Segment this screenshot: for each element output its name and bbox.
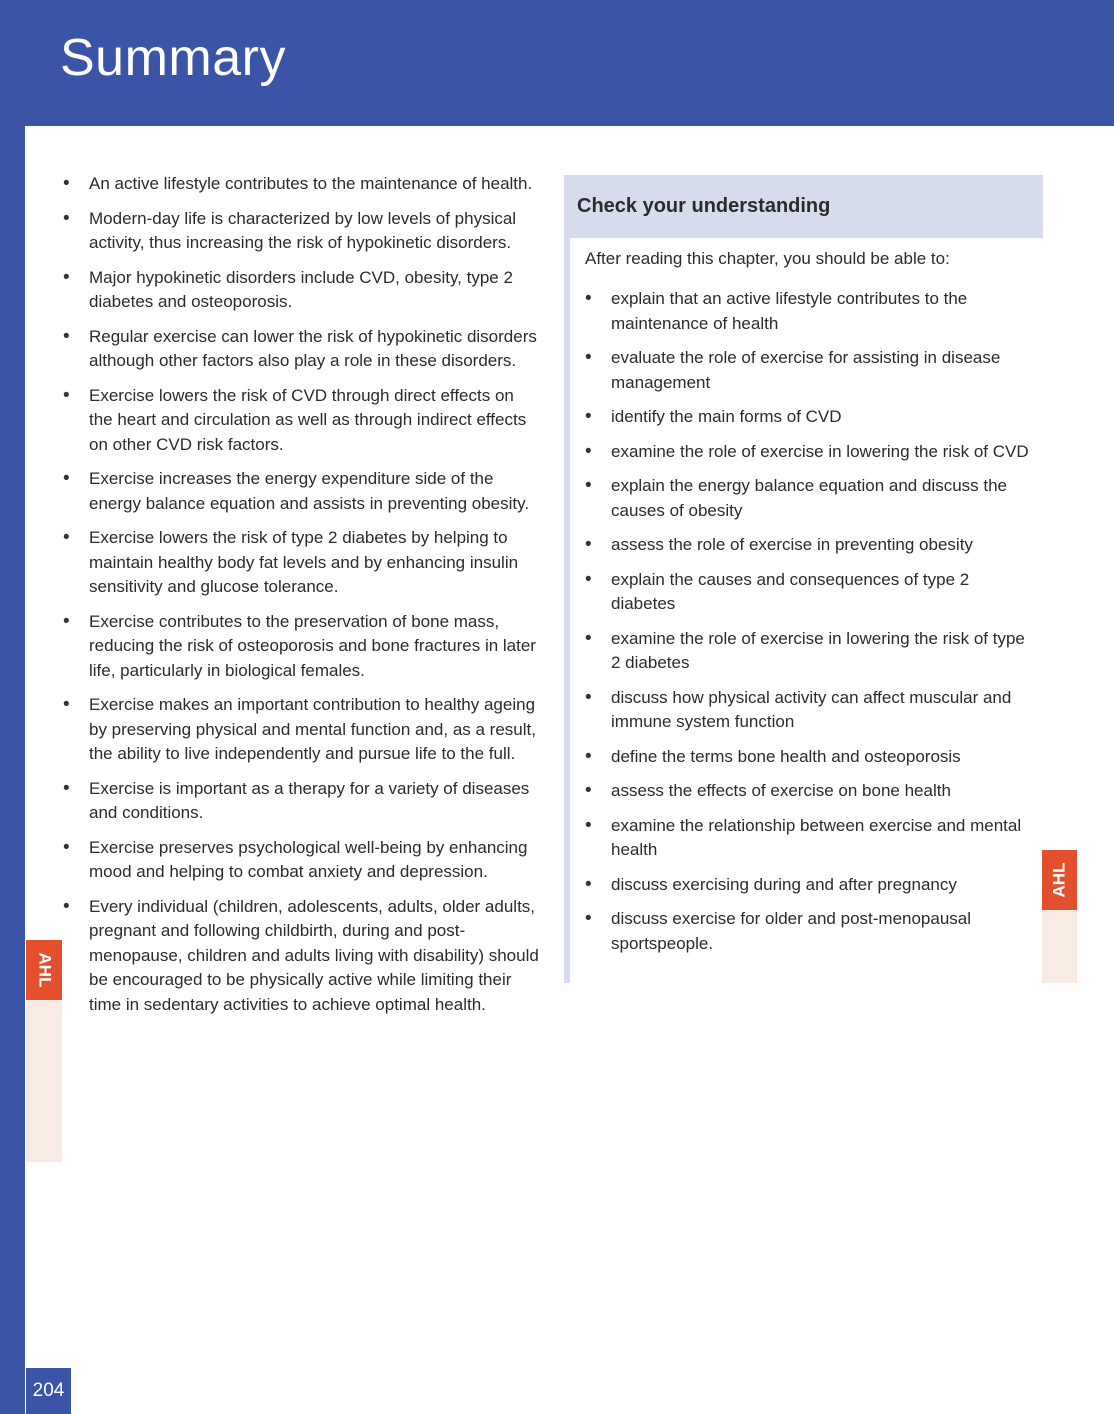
objective-item: • assess the role of exercise in preventing obesity: [582, 533, 1032, 558]
summary-item: • Exercise preserves psychological well-being by enhancing mood and helping to combat anxiety and depression.: [60, 836, 540, 885]
objective-item: • discuss exercise for older and post-menopausal sportspeople.: [582, 907, 1032, 956]
objective-item: • assess the effects of exercise on bone health: [582, 779, 1032, 804]
objective-item: • examine the relationship between exercise and mental health: [582, 814, 1032, 863]
ahl-tag-right-label: AHL: [1049, 862, 1069, 898]
page-number: 204: [26, 1368, 71, 1414]
check-understanding-box: [564, 175, 1043, 983]
summary-item: • Exercise lowers the risk of CVD through direct effects on the heart and circulation as well as through indirect effects on other CVD risk factors.: [60, 384, 540, 458]
summary-item: • Modern-day life is characterized by low levels of physical activity, thus increasing the risk of hypokinetic disorders.: [60, 207, 540, 256]
summary-item: • Exercise lowers the risk of type 2 diabetes by helping to maintain healthy body fat levels and by enhancing insulin sensitivity and glucose tolerance.: [60, 526, 540, 600]
summary-item: • Every individual (children, adolescents, adults, older adults, pregnant and following childbirth, during and post-menopause, children and adults living with disability) should be encouraged to be physically active while limiting their time in sedentary activities to achieve optimal health.: [60, 895, 540, 1018]
box-side-stripe: [564, 175, 570, 983]
objective-item: • evaluate the role of exercise for assisting in disease management: [582, 346, 1032, 395]
summary-item: • An active lifestyle contributes to the maintenance of health.: [60, 172, 540, 197]
objective-item: • explain the causes and consequences of type 2 diabetes: [582, 568, 1032, 617]
header-banner: [0, 0, 1114, 126]
objective-item: • examine the role of exercise in lowering the risk of type 2 diabetes: [582, 627, 1032, 676]
objective-item: • define the terms bone health and osteoporosis: [582, 745, 1032, 770]
summary-item: • Regular exercise can lower the risk of hypokinetic disorders although other factors also play a role in these disorders.: [60, 325, 540, 374]
summary-item: • Exercise contributes to the preservation of bone mass, reducing the risk of osteoporosis and bone fractures in later life, particularly in biological females.: [60, 610, 540, 684]
objective-item: • explain that an active lifestyle contributes to the maintenance of health: [582, 287, 1032, 336]
objective-item: • identify the main forms of CVD: [582, 405, 1032, 430]
summary-item: • Exercise makes an important contribution to healthy ageing by preserving physical and mental function and, as a result, the ability to live independently and pursue life to the full.: [60, 693, 540, 767]
objective-item: • explain the energy balance equation and discuss the causes of obesity: [582, 474, 1032, 523]
objective-item: • discuss how physical activity can affect muscular and immune system function: [582, 686, 1032, 735]
box-title: Check your understanding: [577, 195, 831, 217]
left-margin-bar: [0, 0, 25, 1414]
ahl-tag-left-label: AHL: [34, 952, 54, 988]
summary-item: • Exercise is important as a therapy for a variety of diseases and conditions.: [60, 777, 540, 826]
ahl-tag-right: [1042, 850, 1077, 910]
page-title: Summary: [60, 29, 286, 87]
objective-item: • examine the role of exercise in lowering the risk of CVD: [582, 440, 1032, 465]
box-header: [564, 175, 1043, 238]
objectives-list: [582, 287, 1032, 966]
ahl-tag-left: [26, 940, 62, 1000]
summary-item: • Exercise increases the energy expenditure side of the energy balance equation and assists in preventing obesity.: [60, 467, 540, 516]
objective-item: • discuss exercising during and after pregnancy: [582, 873, 1032, 898]
box-intro: After reading this chapter, you should be able to:: [585, 249, 950, 268]
summary-item: • Major hypokinetic disorders include CVD, obesity, type 2 diabetes and osteoporosis.: [60, 266, 540, 315]
summary-list: [60, 172, 540, 1027]
